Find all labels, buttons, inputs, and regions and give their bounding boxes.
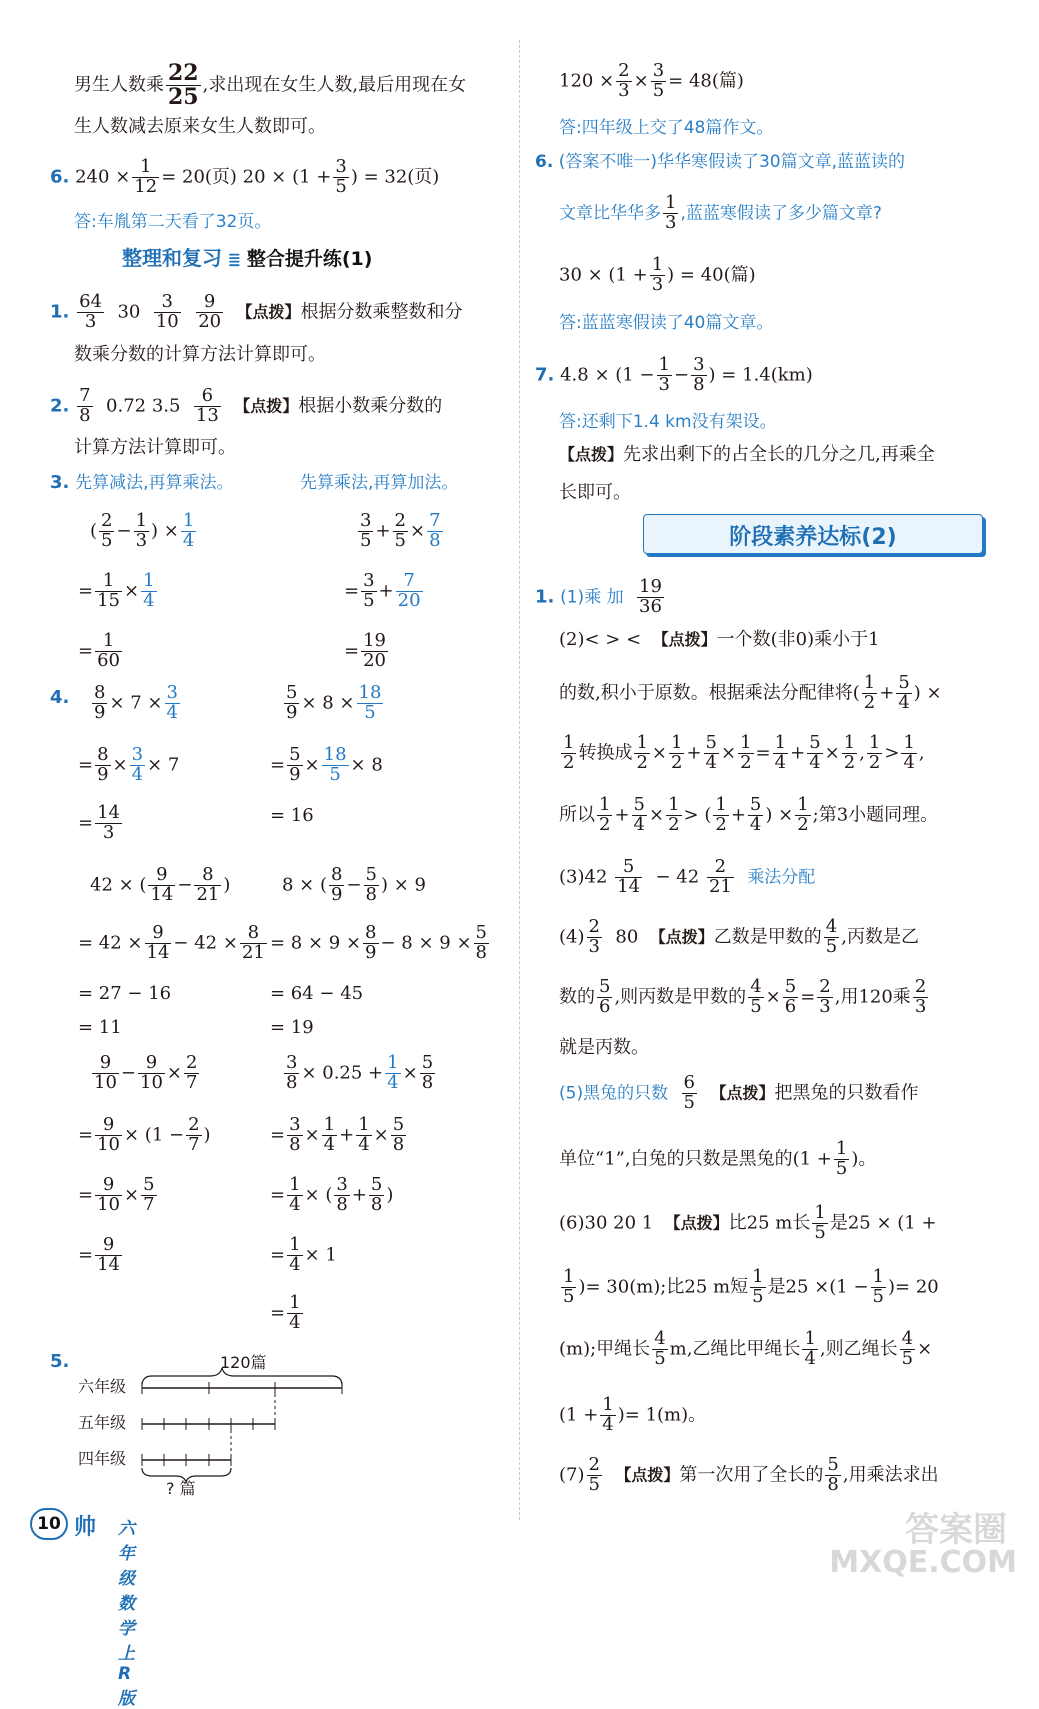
answer-r7: 答:还剩下1.4 km没有架设。 xyxy=(559,412,777,432)
calc-3a-1: ( $\frac{2}{5}$ − $\frac{1}{3}$ ) × $\frac{1}{4}$ xyxy=(90,510,195,551)
calc-4b-2: = $\frac{5}{9}$ × $\frac{18}{5}$ × 8 xyxy=(270,744,383,785)
calc-3b-3: = $\frac{19}{20}$ xyxy=(344,630,386,671)
s1-part2-line3: $\frac{1}{2}$ 转换成 $\frac{1}{2}$ × $\frac{1}{2}$ + $\frac{5}{4}$ × $\frac{1}{2}$ = $\frac{1}{4}$ + $\frac{5}{4}$ × $\frac{1}{2}$ , $\frac{1}{2}$ > $\frac{1}{4}$ , xyxy=(563,732,925,773)
calc-4f-2: = $\frac{3}{8}$ × $\frac{1}{4}$ + $\frac{1}{4}$ × $\frac{5}{8}$ xyxy=(270,1114,405,1155)
calc-4d-1: 8 × ( $\frac{8}{9}$ − $\frac{5}{8}$ ) × 9 xyxy=(282,864,426,905)
s1-part4: (4) $\frac{2}{3}$ 80 【点拨】乙数是甲数的 $\frac{4}{5}$ ,丙数是乙 xyxy=(559,916,919,957)
calc-4e-3: = $\frac{9}{10}$ × $\frac{5}{7}$ xyxy=(78,1174,155,1215)
calc-4c-1: 42 × ( $\frac{9}{14}$ − $\frac{8}{21}$ ) xyxy=(90,864,231,905)
problem-1-text: 数乘分数的计算方法计算即可。 xyxy=(74,344,326,365)
s1-part6-line3: (m);甲绳长 $\frac{4}{5}$ m,乙绳比甲绳长 $\frac{1}{4}$ ,则乙绳长 $\frac{4}{5}$ × xyxy=(559,1328,933,1369)
calc-4a-1: $\frac{8}{9}$ × 7 × $\frac{3}{4}$ xyxy=(94,682,178,723)
calc-4d-3: = 64 − 45 xyxy=(270,983,364,1004)
line-1: 男生人数乘 $\frac{22}{25}$ ,求出现在女生人数,最后用现在女 xyxy=(74,60,467,111)
calc-4c-4: = 11 xyxy=(78,1017,122,1038)
unknown-label: ? 篇 xyxy=(166,1479,196,1498)
problem-6: 6. 240 × $\frac{1}{12}$ = 20(页) 20 × (1 + $\frac{3}{5}$ ) = 32(页) xyxy=(50,156,440,197)
problem-5: 5. xyxy=(50,1351,70,1372)
calc-r1: 120 × $\frac{2}{3}$ × $\frac{3}{5}$ = 48(篇) xyxy=(559,60,744,101)
calc-4f-1: $\frac{3}{8}$ × 0.25 + $\frac{1}{4}$ × $\frac{5}{8}$ xyxy=(286,1052,434,1093)
calc-4c-2: = 42 × $\frac{9}{14}$ − 42 × $\frac{8}{21}$ xyxy=(78,922,265,963)
footer-text: 六年级 数学 上 R版 xyxy=(118,1519,135,1709)
total-label: 120篇 xyxy=(220,1353,267,1372)
line-2: 生人数减去原来女生人数即可。 xyxy=(74,116,326,137)
problem-2: 2. $\frac{7}{8}$ 0.72 3.5 $\frac{6}{13}$ 【点拨】根据小数乘分数的 xyxy=(50,385,443,426)
problem-4: 4. xyxy=(50,687,70,708)
section-heading-2: 阶段素养达标(2) xyxy=(643,514,983,554)
problem-3: 3. 先算减法,再算乘法。 xyxy=(50,472,234,493)
segment-diagram xyxy=(70,1348,370,1498)
problem-3-hint-2: 先算乘法,再算加法。 xyxy=(300,473,459,493)
page-number: 10 xyxy=(30,1508,68,1540)
calc-4e-1: $\frac{9}{10}$ − $\frac{9}{10}$ × $\frac{2}{7}$ xyxy=(94,1052,198,1093)
tip-r7: 【点拨】先求出剩下的占全长的几分之几,再乘全 xyxy=(559,444,935,465)
problem-r7: 7. 4.8 × (1 − $\frac{1}{3}$ − $\frac{3}{8}$ ) = 1.4(km) xyxy=(535,354,813,395)
calc-4f-5: = $\frac{1}{4}$ xyxy=(270,1292,301,1333)
problem-r6-line2: 文章比华华多 $\frac{1}{3}$ ,蓝蓝寒假读了多少篇文章? xyxy=(559,192,882,233)
watermark-logo: 答案圈 xyxy=(905,1510,1007,1550)
calc-4c-3: = 27 − 16 xyxy=(78,983,172,1004)
s1-part6-line2: $\frac{1}{5}$ )= 30(m);比25 m短 $\frac{1}{5}$ 是25 ×(1 − $\frac{1}{5}$ )= 20 xyxy=(563,1266,939,1307)
calc-4b-3: = 16 xyxy=(270,805,314,826)
calc-4f-4: = $\frac{1}{4}$ × 1 xyxy=(270,1234,337,1275)
s1-part6: (6)30 20 1 【点拨】比25 m长 $\frac{1}{5}$ 是25 × (1 + xyxy=(559,1202,937,1243)
column-divider xyxy=(519,40,520,1520)
s1-part3: (3)42 $\frac{5}{14}$ − 42 $\frac{2}{21}$ 乘法分配 xyxy=(559,856,816,897)
s1-part2-line4: 所以 $\frac{1}{2}$ + $\frac{5}{4}$ × $\frac{1}{2}$ > ( $\frac{1}{2}$ + $\frac{5}{4}$ ) × $\frac{1}{2}$ ;第3小题同理。 xyxy=(559,794,939,835)
grade4-label: 四年级 xyxy=(78,1449,127,1468)
section-heading-1: 整理和复习 ≣ 整合提升练(1) xyxy=(122,246,373,270)
calc-3a-3: = $\frac{1}{60}$ xyxy=(78,630,120,671)
answer-r6: 答:蓝蓝寒假读了40篇文章。 xyxy=(559,313,774,333)
s1-part4-line2: 数的 $\frac{5}{6}$ ,则丙数是甲数的 $\frac{4}{5}$ × $\frac{5}{6}$ = $\frac{2}{3}$ ,用120乘 $\frac{2}{3}$ xyxy=(559,976,927,1017)
s1-part4-line3: 就是丙数。 xyxy=(559,1037,649,1058)
calc-4b-1: $\frac{5}{9}$ × 8 × $\frac{18}{5}$ xyxy=(286,682,382,723)
problem-r6: 6. (答案不唯一)华华寒假读了30篇文章,蓝蓝读的 xyxy=(535,152,906,172)
calc-3a-2: = $\frac{1}{15}$ × $\frac{1}{4}$ xyxy=(78,570,155,611)
grade6-label: 六年级 xyxy=(78,1377,127,1396)
calc-4d-4: = 19 xyxy=(270,1017,314,1038)
s1-part5-line2: 单位“1”,白兔的只数是黑兔的(1 + $\frac{1}{5}$ )。 xyxy=(559,1138,877,1179)
fraction: $\frac{22}{25}$ xyxy=(168,60,199,111)
s1-part2: (2)< > < 【点拨】一个数(非0)乘小于1 xyxy=(559,629,880,650)
problem-2-text: 计算方法计算即可。 xyxy=(74,437,236,458)
s-problem-1: 1. (1)乘 加 $\frac{19}{36}$ xyxy=(535,576,662,617)
answer-6: 答:车胤第二天看了32页。 xyxy=(74,212,272,232)
brand-logo: 帅 xyxy=(74,1515,97,1540)
s1-part7: (7) $\frac{2}{5}$ 【点拨】第一次用了全长的 $\frac{5}{8}$ ,用乘法求出 xyxy=(559,1454,939,1495)
problem-1: 1. $\frac{64}{3}$ 30 $\frac{3}{10}$ $\frac{9}{20}$ 【点拨】根据分数乘整数和分 xyxy=(50,291,463,332)
calc-3b-1: $\frac{3}{5}$ + $\frac{2}{5}$ × $\frac{7}{8}$ xyxy=(360,510,441,551)
s1-part5: (5)黑兔的只数 $\frac{6}{5}$ 【点拨】把黑兔的只数看作 xyxy=(559,1072,919,1113)
grade5-label: 五年级 xyxy=(78,1413,127,1432)
calc-4f-3: = $\frac{1}{4}$ × ( $\frac{3}{8}$ + $\frac{5}{8}$ ) xyxy=(270,1174,394,1215)
tip-r7-line2: 长即可。 xyxy=(559,482,631,503)
watermark-url: MXQE.COM xyxy=(829,1545,1017,1580)
calc-4d-2: = 8 × 9 × $\frac{8}{9}$ − 8 × 9 × $\frac{5}{8}$ xyxy=(270,922,487,963)
calc-4a-3: = $\frac{14}{3}$ xyxy=(78,802,120,843)
calc-3b-2: = $\frac{3}{5}$ + $\frac{7}{20}$ xyxy=(344,570,421,611)
s1-part2-line2: 的数,积小于原数。根据乘法分配律将( $\frac{1}{2}$ + $\frac{5}{4}$ ) × xyxy=(559,672,942,713)
calc-4a-2: = $\frac{8}{9}$ × $\frac{3}{4}$ × 7 xyxy=(78,744,180,785)
calc-4e-4: = $\frac{9}{14}$ xyxy=(78,1234,120,1275)
answer-r1: 答:四年级上交了48篇作文。 xyxy=(559,118,774,138)
calc-4e-2: = $\frac{9}{10}$ × (1 − $\frac{2}{7}$ ) xyxy=(78,1114,211,1155)
calc-r6: 30 × (1 + $\frac{1}{3}$ ) = 40(篇) xyxy=(559,254,756,295)
s1-part6-line4: (1 + $\frac{1}{4}$ )= 1(m)。 xyxy=(559,1394,707,1435)
